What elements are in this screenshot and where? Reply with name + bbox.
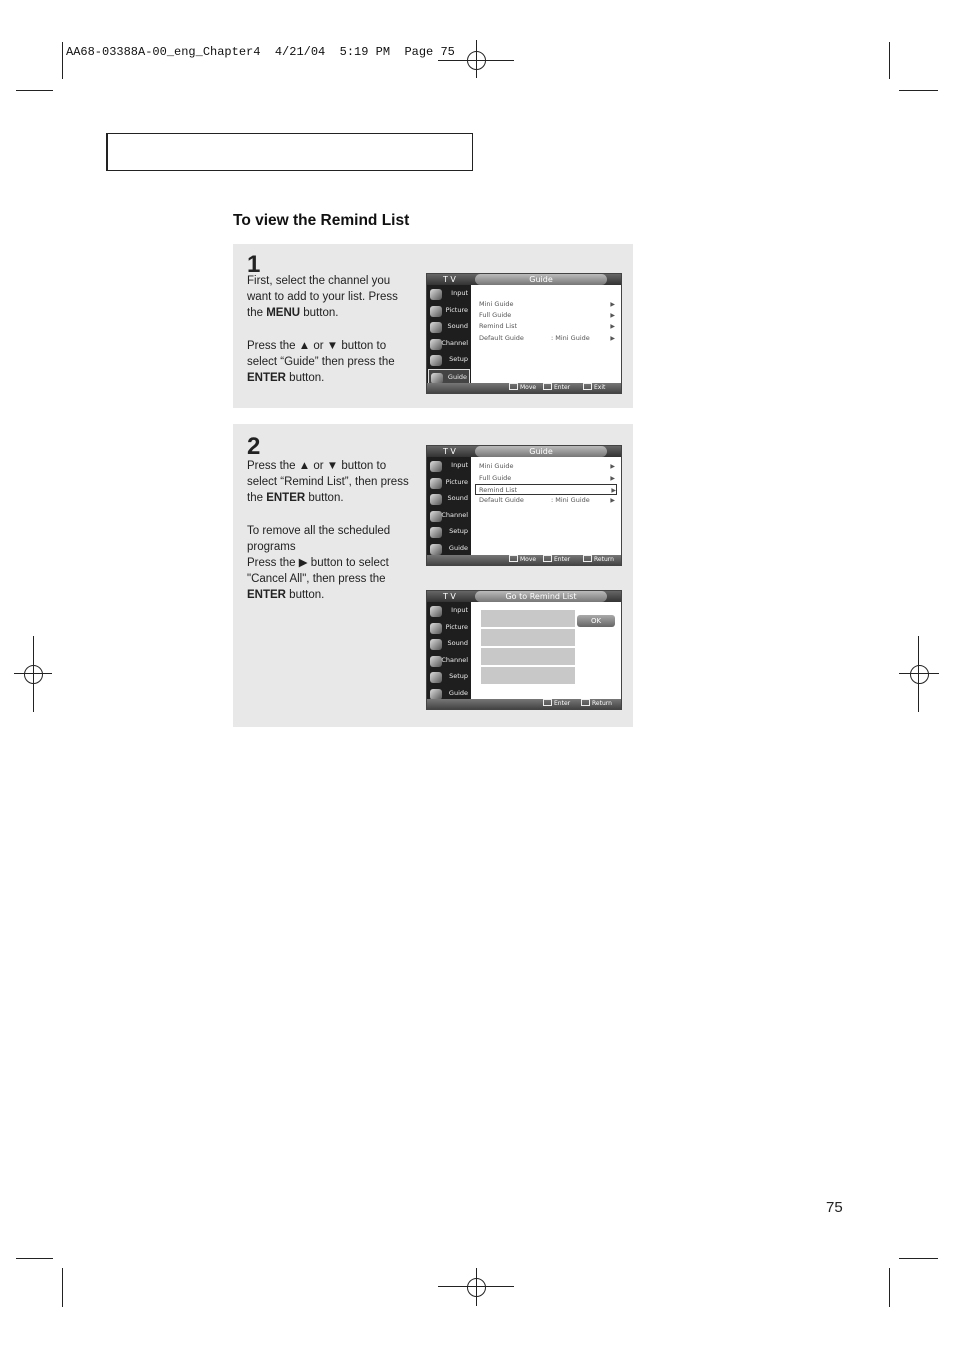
step-number: 2 [247, 433, 261, 460]
footer-hint-return [581, 699, 612, 709]
arrow-right-icon: ▶ [611, 487, 616, 494]
tv-screen-guide-remind [426, 445, 622, 566]
instruction-text: Press the ▲ or ▼ button to select “Guide” then press the [247, 339, 395, 368]
sidebar-item-input[interactable] [428, 458, 470, 475]
sidebar-item-label: Channel [441, 655, 468, 664]
arrow-right-icon: ▶ [610, 323, 615, 330]
remind-list-slot[interactable] [481, 629, 575, 646]
footer-hint-move [509, 555, 536, 565]
sidebar-item-label: Picture [445, 305, 468, 314]
channel-icon [430, 339, 442, 350]
sidebar-menu [427, 602, 471, 699]
screen-title: Go to Remind List [475, 591, 607, 602]
menu-item-default-guide[interactable] [479, 495, 615, 506]
crop-mark [918, 636, 919, 712]
tv-label: T V [443, 447, 456, 456]
step-instructions [247, 273, 412, 386]
sidebar-item-label: Input [451, 289, 468, 297]
step-number: 1 [247, 251, 261, 278]
sidebar-item-picture[interactable] [428, 303, 470, 320]
footer-hint-exit [583, 383, 605, 393]
footer-hint-label: Return [594, 556, 614, 563]
sidebar-item-label: Sound [447, 639, 468, 647]
channel-icon [430, 511, 442, 522]
tv-label: T V [443, 592, 456, 601]
menu-item-remind-list[interactable] [479, 321, 615, 332]
menu-content [471, 285, 621, 383]
menu-item-label: Default Guide [479, 496, 524, 504]
arrow-right-icon: ▶ [610, 335, 615, 342]
menu-icon [583, 555, 592, 562]
crop-mark [16, 90, 53, 91]
sidebar-item-picture[interactable] [428, 475, 470, 492]
footer-hint-label: Exit [594, 384, 606, 391]
sidebar-item-label: Picture [445, 622, 468, 631]
footer-hint-label: Move [520, 384, 537, 391]
instruction-text: button. [300, 307, 339, 320]
crop-mark [899, 90, 938, 91]
footer-hint-enter [543, 699, 570, 709]
footer-hint-enter [543, 555, 570, 565]
sidebar-item-label: Channel [441, 510, 468, 519]
menu-item-label: Full Guide [479, 311, 512, 319]
step-panel-2 [233, 424, 633, 727]
menu-item-mini-guide[interactable] [479, 461, 615, 472]
instruction-text: Press the ▲ or ▼ button to select “Remind List”, then press the [247, 460, 409, 505]
instruction-text: To remove all the scheduled programs [247, 524, 391, 553]
crop-mark [33, 636, 34, 712]
remind-list-content [471, 602, 621, 699]
sidebar-item-sound[interactable] [428, 491, 470, 508]
remind-list-slot[interactable] [481, 667, 575, 684]
footer-hint-move [509, 383, 536, 393]
screen-title: Guide [475, 446, 607, 457]
instruction-text: Press the ▶ button to select "Cancel All", then press the [247, 557, 389, 586]
footer-hint-label: Enter [554, 384, 571, 391]
sidebar-item-label: Setup [449, 527, 468, 535]
picture-icon [430, 623, 442, 634]
menu-item-label: Mini Guide [479, 462, 514, 470]
enter-icon [543, 383, 552, 390]
guide-icon [430, 544, 442, 555]
input-icon [430, 606, 442, 617]
menu-item-mini-guide[interactable] [479, 299, 615, 310]
chapter-header-box [106, 133, 473, 171]
crop-mark [899, 673, 939, 674]
sidebar-item-sound[interactable] [428, 636, 470, 653]
step-instructions [247, 458, 412, 604]
sound-icon [430, 322, 442, 333]
crop-mark [889, 42, 890, 79]
menu-item-label: Full Guide [479, 474, 512, 482]
menu-item-full-guide[interactable] [479, 473, 615, 484]
sidebar-item-sound[interactable] [428, 319, 470, 336]
tv-screen-remind-list [426, 590, 622, 710]
menu-item-value: : Mini Guide [551, 496, 590, 504]
footer-hint-label: Enter [554, 556, 571, 563]
menu-item-remind-list[interactable] [475, 484, 617, 495]
instruction-paragraph [247, 523, 412, 555]
crop-mark [476, 40, 477, 78]
sidebar-item-channel[interactable] [428, 653, 470, 670]
instruction-text: button. [285, 589, 325, 602]
ok-button[interactable]: OK [577, 615, 615, 627]
remind-list-slot[interactable] [481, 648, 575, 665]
footer-bar [427, 555, 621, 565]
step-panel-1 [233, 244, 633, 408]
registration-target [910, 665, 929, 684]
sidebar-item-label: Input [451, 461, 468, 469]
menu-content [471, 457, 621, 555]
menu-item-value: : Mini Guide [551, 334, 590, 342]
menu-item-label: Default Guide [479, 334, 524, 342]
input-icon [430, 289, 442, 300]
paragraph-gap [247, 507, 412, 523]
button-name: ENTER [247, 372, 286, 385]
menu-icon [581, 699, 590, 706]
input-icon [430, 461, 442, 472]
sidebar-item-label: Guide [448, 543, 468, 552]
setup-icon [430, 527, 442, 538]
menu-item-label: Mini Guide [479, 300, 514, 308]
sidebar-item-input[interactable] [428, 603, 470, 620]
guide-icon [430, 689, 442, 700]
footer-bar [427, 699, 621, 709]
menu-item-full-guide[interactable] [479, 310, 615, 321]
button-name: ENTER [247, 589, 286, 602]
menu-item-default-guide[interactable] [479, 333, 615, 344]
footer-bar [427, 383, 621, 393]
sidebar-item-setup[interactable] [428, 524, 470, 541]
tv-screen-guide [426, 273, 622, 394]
sidebar-item-setup[interactable] [428, 352, 470, 369]
sidebar-menu [427, 457, 471, 555]
sidebar-item-picture[interactable] [428, 620, 470, 637]
enter-icon [543, 699, 552, 706]
crop-mark [476, 1268, 477, 1306]
guide-icon [431, 373, 443, 384]
picture-icon [430, 306, 442, 317]
sidebar-item-label: Sound [447, 322, 468, 330]
sidebar-item-label: Setup [449, 672, 468, 680]
crop-mark [899, 1258, 938, 1259]
button-name: ENTER [266, 492, 306, 505]
menu-item-label: Remind List [479, 322, 518, 330]
updown-icon [509, 555, 518, 562]
sidebar-item-label: Input [451, 606, 468, 614]
paragraph-gap [247, 322, 412, 338]
arrow-right-icon: ▶ [610, 301, 615, 308]
sidebar-item-input[interactable] [428, 286, 470, 303]
sidebar-item-label: Sound [447, 494, 468, 502]
sidebar-item-label: Guide [447, 372, 467, 381]
button-name: MENU [266, 307, 301, 320]
sidebar-menu [427, 285, 471, 383]
footer-hint-label: Move [520, 556, 537, 563]
instruction-paragraph [247, 555, 412, 604]
sidebar-item-label: Guide [448, 688, 468, 697]
picture-icon [430, 478, 442, 489]
updown-icon [509, 383, 518, 390]
arrow-right-icon: ▶ [610, 312, 615, 319]
instruction-paragraph [247, 458, 412, 507]
enter-icon [543, 555, 552, 562]
footer-hint-return [583, 555, 614, 565]
setup-icon [430, 355, 442, 366]
menu-item-label: Remind List [479, 486, 518, 494]
crop-mark [16, 1258, 53, 1259]
crop-mark [889, 1268, 890, 1307]
sidebar-item-channel[interactable] [428, 336, 470, 353]
section-title: To view the Remind List [233, 212, 410, 229]
sidebar-item-label: Channel [441, 338, 468, 347]
footer-hint-enter [543, 383, 570, 393]
instruction-text: First, select the channel you want to add to your list. Press the [247, 275, 398, 320]
remind-list-slot[interactable] [481, 610, 575, 627]
sidebar-item-channel[interactable] [428, 508, 470, 525]
instruction-text: button. [305, 492, 344, 505]
crop-mark [62, 1268, 63, 1307]
sidebar-item-setup[interactable] [428, 669, 470, 686]
footer-hint-label: Enter [554, 700, 571, 707]
instruction-paragraph [247, 338, 412, 387]
setup-icon [430, 672, 442, 683]
tv-label: T V [443, 275, 456, 284]
arrow-right-icon: ▶ [610, 497, 615, 504]
channel-icon [430, 656, 442, 667]
sidebar-item-label: Setup [449, 355, 468, 363]
screen-title: Guide [475, 274, 607, 285]
menu-icon [583, 383, 592, 390]
arrow-right-icon: ▶ [610, 475, 615, 482]
page-number: 75 [826, 1199, 843, 1216]
sidebar-item-label: Picture [445, 477, 468, 486]
arrow-right-icon: ▶ [610, 463, 615, 470]
sound-icon [430, 639, 442, 650]
print-slug: AA68-03388A-00_eng_Chapter4 4/21/04 5:19 PM Page 75 [66, 45, 455, 59]
instruction-text: button. [285, 372, 325, 385]
instruction-paragraph [247, 273, 412, 322]
sound-icon [430, 494, 442, 505]
footer-hint-label: Return [592, 700, 612, 707]
crop-mark [62, 42, 63, 79]
